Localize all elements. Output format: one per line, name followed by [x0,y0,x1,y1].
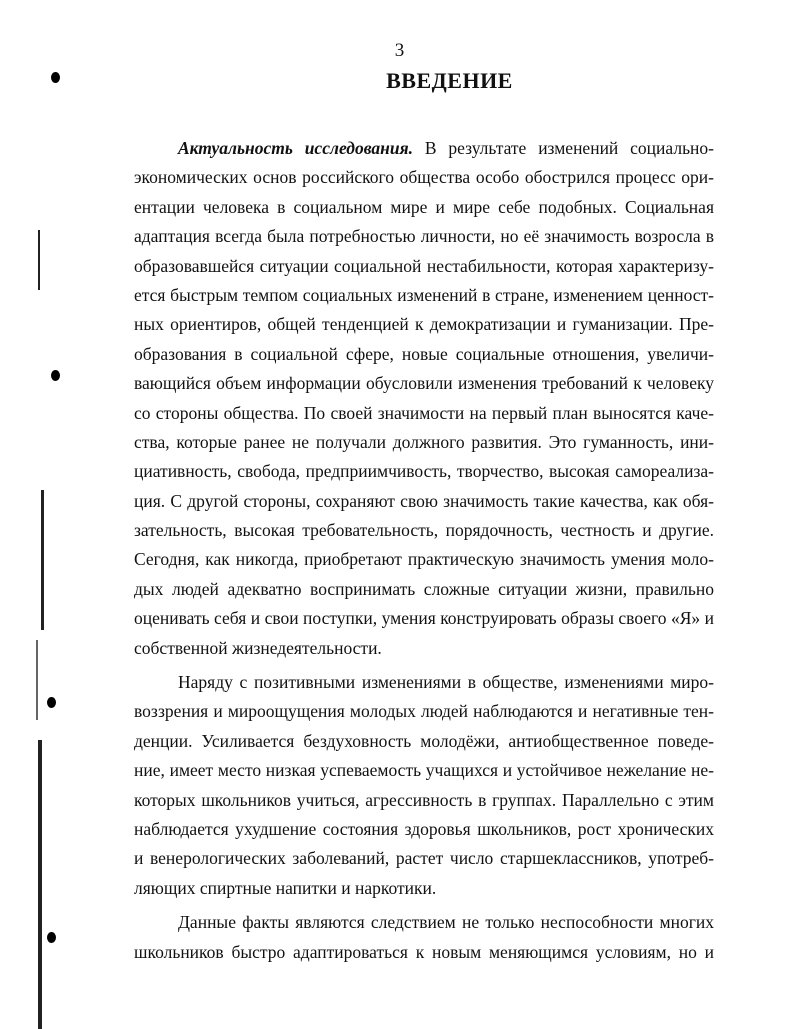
lead-phrase: Актуальность исследования. [178,138,413,158]
text-line: вающийся объем информации обусловили изменения требований к человеку [134,373,714,394]
text-line: собственной жизнедеятельности. [134,637,382,658]
text-line: экономических основ российского общества особо обострился процесс ори- [134,167,714,188]
text-line: ляющих спиртные напитки и наркотики. [134,877,437,898]
text-line: Данные факты являются следствием не только неспособности многих [178,912,714,933]
text-line: дых людей адекватно воспринимать сложные ситуации жизни, правильно [134,578,714,599]
text-line: Сегодня, как никогда, приобретают практическую значимость умения моло- [134,549,714,570]
text-line: ние, имеет место низкая успеваемость учащихся и устойчивое нежелание не- [134,760,714,781]
text-line: оценивать себя и свои поступки, умения конструировать образы своего «Я» и [134,608,714,629]
text-line: которых школьников учиться, агрессивность в группах. Параллельно с этим [134,789,714,810]
text-line: циативность, свобода, предприимчивость, творчество, высокая самореализа- [134,461,714,482]
text-line: со стороны общества. По своей значимости на первый план выносятся каче- [134,402,714,423]
page-title: ВВЕДЕНИЕ [386,68,513,93]
binding-hole-mark [47,932,56,943]
scan-streak [36,640,38,720]
scan-binding-edge [0,0,70,1029]
text-line: наблюдается ухудшение состояния здоровья школьников, рост хронических [134,818,714,839]
text-line: воззрения и мироощущения молодых людей наблюдаются и негативные тен- [134,701,714,722]
text-line: образования в социальной сфере, новые социальные отношения, увеличи- [134,343,714,364]
text-line: ства, которые ранее не получали должного развития. Это гуманность, ини- [134,431,714,452]
scan-streak [38,230,40,290]
text-line: Наряду с позитивными изменениями в обществе, изменениями миро- [178,672,714,693]
binding-hole-mark [47,697,56,708]
text-line: ция. С другой стороны, сохраняют свою значимость такие качества, как обя- [134,490,714,511]
text-line: образовавшейся ситуации социальной нестабильности, которая характеризу- [134,255,714,276]
text-line: ентации человека в социальном мире и мире себе подобных. Социальная [134,196,714,217]
binding-hole-mark [51,370,60,381]
text-line: ется быстрым темпом социальных изменений в стране, изменением ценност- [134,284,714,305]
text-line: Актуальность исследования. В результате изменений социально- [178,138,714,158]
text-line: денции. Усиливается бездуховность молодёжи, антиобщественное поведе- [134,730,714,751]
text-line: и венерологических заболеваний, растет число старшеклассников, употреб- [134,848,714,869]
scan-streak [38,740,42,1029]
text-line: ных ориентиров, общей тенденцией к демократизации и гуманизации. Пре- [134,314,714,335]
document-body [134,134,714,967]
text-line: адаптация всегда была потребностью личности, но её значимость возросла в [134,226,714,247]
text-line: зательность, высокая требовательность, порядочность, честность и другие. [134,520,714,541]
text-line: школьников быстро адаптироваться к новым меняющимся условиям, но и [134,941,714,962]
scan-streak [41,490,44,630]
page-number: 3 [394,40,405,61]
